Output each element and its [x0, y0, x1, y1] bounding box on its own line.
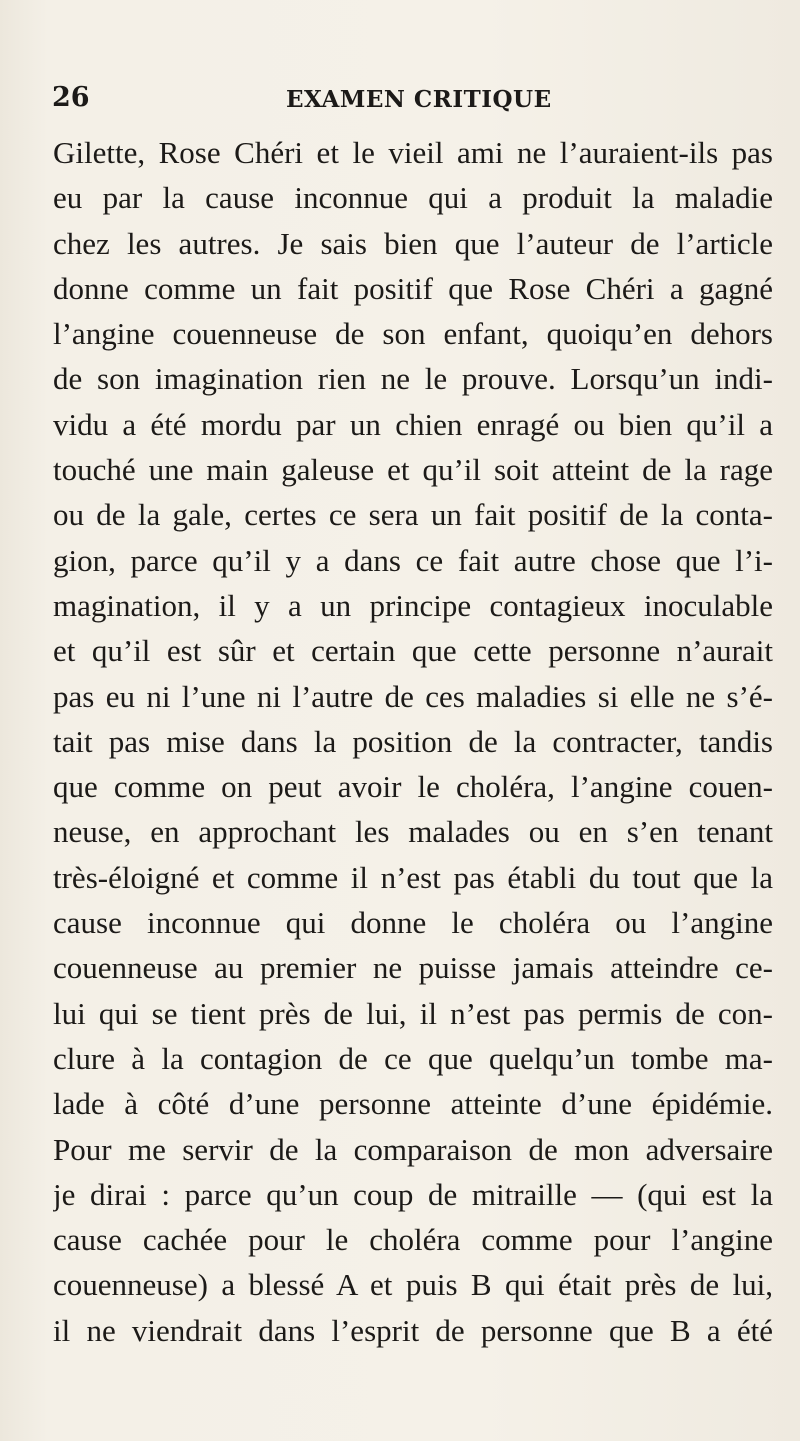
- running-head: EXAMEN CRITIQUE: [286, 86, 552, 113]
- text-line: tait pas mise dans la position de la contracter, tandis: [53, 723, 773, 759]
- text-line: chez les autres. Je sais bien que l’auteur de l’article: [53, 225, 773, 261]
- text-line: Pour me servir de la comparaison de mon adversaire: [53, 1131, 773, 1167]
- text-line: de son imagination rien ne le prouve. Lorsqu’un indi-: [53, 361, 773, 397]
- text-line: l’angine couenneuse de son enfant, quoiqu’en dehors: [53, 316, 773, 352]
- text-line: ou de la gale, certes ce sera un fait positif de la conta-: [53, 497, 773, 533]
- text-line: donne comme un fait positif que Rose Chéri a gagné: [53, 270, 773, 306]
- text-line: cause cachée pour le choléra comme pour l’angine: [53, 1222, 773, 1258]
- text-line: Gilette, Rose Chéri et le vieil ami ne l’auraient-ils pas: [53, 135, 773, 170]
- text-line: couenneuse) a blessé A et puis B qui était près de lui,: [53, 1267, 773, 1303]
- text-line: et qu’il est sûr et certain que cette personne n’aurait: [53, 633, 773, 669]
- text-line: magination, il y a un principe contagieux inoculable: [53, 587, 773, 623]
- text-line: très-éloigné et comme il n’est pas établi du tout que la: [53, 859, 773, 895]
- page-number: 26: [52, 82, 90, 113]
- text-line: il ne viendrait dans l’esprit de personne que B a été: [53, 1312, 773, 1348]
- text-line: clure à la contagion de ce que quelqu’un tombe ma-: [53, 1040, 773, 1076]
- text-line: eu par la cause inconnue qui a produit la maladie: [53, 180, 773, 216]
- text-line: cause inconnue qui donne le choléra ou l’angine: [53, 905, 773, 941]
- page-header: [52, 82, 752, 122]
- text-line: gion, parce qu’il y a dans ce fait autre chose que l’i-: [53, 542, 773, 578]
- text-line: touché une main galeuse et qu’il soit atteint de la rage: [53, 452, 773, 488]
- text-line: neuse, en approchant les malades ou en s’en tenant: [53, 814, 773, 850]
- text-line: lade à côté d’une personne atteinte d’une épidémie.: [53, 1086, 773, 1122]
- text-line: que comme on peut avoir le choléra, l’angine couen-: [53, 769, 773, 805]
- text-line: lui qui se tient près de lui, il n’est pas permis de con-: [53, 995, 773, 1031]
- text-line: couenneuse au premier ne puisse jamais atteindre ce-: [53, 950, 773, 986]
- text-line: vidu a été mordu par un chien enragé ou bien qu’il a: [53, 406, 773, 442]
- text-line: je dirai : parce qu’un coup de mitraille — (qui est la: [53, 1176, 773, 1212]
- text-line: pas eu ni l’une ni l’autre de ces maladies si elle ne s’é-: [53, 678, 773, 714]
- body-text: [53, 130, 773, 1353]
